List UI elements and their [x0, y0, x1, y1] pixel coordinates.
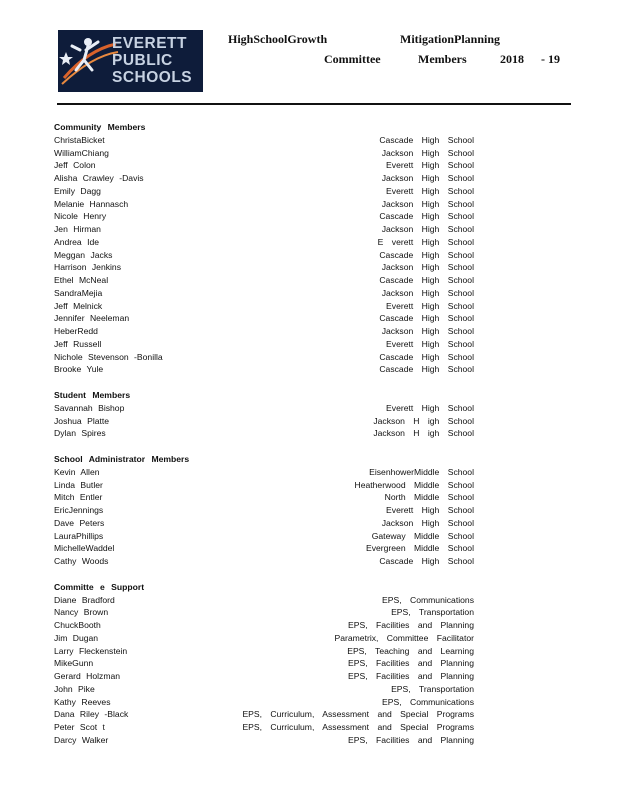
member-row [54, 619, 474, 632]
member-row [54, 517, 474, 530]
member-affiliation: EisenhowerMiddle School [369, 466, 474, 477]
member-affiliation: Jackson High School [381, 173, 474, 183]
member-row [54, 606, 474, 619]
member-affiliation: Cascade High School [379, 351, 474, 362]
member-row [54, 300, 474, 313]
section-heading: School Administrator Members [54, 454, 190, 464]
member-row [54, 185, 474, 198]
member-name: Jim Dugan [54, 632, 99, 643]
member-row [54, 198, 474, 211]
member-row [54, 363, 474, 376]
member-name: Brooke Yule [54, 364, 104, 375]
member-name: LauraPhillips [54, 530, 104, 541]
member-affiliation: Jackson High School [381, 326, 474, 336]
member-name: Mitch Entler [54, 492, 103, 503]
roster-section [54, 121, 474, 376]
section-heading: Committe e Support [54, 581, 145, 592]
member-row [54, 415, 474, 428]
member-row [54, 708, 474, 721]
member-name: Alisha Crawley -Davis [54, 173, 144, 183]
member-name: Harrison Jenkins [54, 262, 121, 273]
member-name: Joshua Platte [54, 415, 110, 426]
member-name: Kathy Reeves [54, 696, 111, 707]
member-row [54, 338, 474, 351]
member-affiliation: Cascade High School [379, 556, 474, 566]
member-name: Diane Bradford [54, 594, 115, 605]
member-affiliation: Jackson H igh School [373, 428, 474, 439]
roster-section [54, 581, 474, 747]
member-affiliation: E verett High School [377, 236, 474, 247]
member-affiliation: Jackson High School [381, 287, 474, 298]
member-affiliation: EPS, Facilities and Planning [348, 734, 474, 745]
member-name: HeberRedd [54, 326, 98, 336]
member-affiliation: Cascade High School [379, 364, 474, 375]
member-name: Linda Butler [54, 479, 103, 490]
member-name: Emily Dagg [54, 185, 101, 196]
member-row [54, 210, 474, 223]
member-row [54, 351, 474, 364]
member-row [54, 172, 474, 185]
member-name: ChristaBicket [54, 134, 105, 145]
member-affiliation: Everett High School [386, 160, 474, 171]
member-name: Larry Fleckenstein [54, 645, 128, 656]
member-affiliation: EPS, Facilities and Planning [348, 658, 474, 669]
title-part-3: Committee [324, 52, 381, 66]
member-affiliation: EPS, Facilities and Planning [348, 620, 474, 630]
everett-public-schools-logo [58, 30, 203, 92]
member-row [54, 670, 474, 683]
member-row [54, 504, 474, 517]
member-name: Ethel McNeal [54, 275, 109, 285]
member-row [54, 657, 474, 670]
title-part-2: MitigationPlanning [400, 32, 501, 46]
member-name: Jen Hirman [54, 224, 101, 234]
title-part-4: Members [418, 52, 467, 66]
member-affiliation: Everett High School [386, 338, 474, 349]
title-year-suffix: - 19 [541, 52, 560, 66]
section-heading: Student Members [54, 390, 131, 400]
title-part-1: HighSchoolGrowth [228, 32, 328, 46]
member-affiliation: Everett High School [386, 402, 474, 413]
member-row [54, 555, 474, 568]
member-name: Peter Scot t [54, 722, 105, 732]
member-name: Cathy Woods [54, 556, 109, 566]
logo-line-3: SCHOOLS [112, 69, 193, 86]
member-name: Jennifer Neeleman [54, 313, 130, 324]
member-row [54, 683, 474, 696]
header-divider [57, 103, 571, 105]
member-row [54, 491, 474, 504]
member-affiliation: Jackson High School [381, 262, 474, 273]
member-name: Nancy Brown [54, 607, 109, 618]
member-row [54, 159, 474, 172]
member-row [54, 402, 474, 415]
member-name: Meggan Jacks [54, 249, 113, 260]
member-affiliation: Cascade High School [379, 249, 474, 260]
roster-section [54, 389, 474, 440]
member-affiliation: EPS, Communications [382, 696, 474, 707]
member-row [54, 427, 474, 440]
member-name: EricJennings [54, 505, 104, 515]
member-affiliation: Jackson High School [381, 147, 474, 158]
member-name: Melanie Hannasch [54, 198, 129, 209]
member-affiliation: EPS, Teaching and Learning [347, 645, 474, 656]
member-name: WilliamChiang [54, 147, 109, 158]
member-affiliation: EPS, Curriculum, Assessment and Special Programs [242, 709, 474, 720]
member-name: Jeff Melnick [54, 300, 103, 311]
roster-section [54, 453, 474, 568]
member-row [54, 721, 474, 734]
title-year: 2018 [500, 52, 524, 66]
member-name: Kevin Allen [54, 466, 100, 477]
member-affiliation: Jackson High School [381, 198, 474, 209]
member-affiliation: Heatherwood Middle School [354, 479, 474, 490]
section-heading: Community Members [54, 122, 146, 132]
member-name: John Pike [54, 683, 95, 694]
member-row [54, 261, 474, 274]
member-affiliation: Parametrix, Committee Facilitator [334, 632, 474, 643]
member-row [54, 734, 474, 747]
logo-line-1: EVERETT [112, 35, 187, 52]
member-affiliation: North Middle School [384, 492, 474, 503]
member-row [54, 223, 474, 236]
member-row [54, 249, 474, 262]
member-affiliation: Cascade High School [379, 275, 474, 285]
member-name: Nicole Henry [54, 211, 107, 222]
member-affiliation: Jackson H igh School [373, 415, 474, 426]
member-row [54, 645, 474, 658]
member-name: Dana Riley -Black [54, 709, 129, 720]
member-row [54, 134, 474, 147]
member-affiliation: Everett High School [386, 300, 474, 311]
member-affiliation: Gateway Middle School [371, 530, 474, 541]
member-affiliation: Jackson High School [381, 517, 474, 528]
member-row [54, 147, 474, 160]
member-name: Darcy Walker [54, 734, 109, 745]
member-affiliation: EPS, Curriculum, Assessment and Special Programs [242, 722, 474, 732]
member-name: Jeff Colon [54, 160, 96, 171]
member-name: Savannah Bishop [54, 402, 125, 413]
member-affiliation: Everett High School [386, 185, 474, 196]
member-row [54, 466, 474, 479]
member-affiliation: Cascade High School [379, 313, 474, 324]
member-row [54, 530, 474, 543]
member-affiliation: Everett High School [386, 505, 474, 515]
member-name: Dylan Spires [54, 428, 106, 439]
member-name: MikeGunn [54, 658, 94, 669]
member-name: Nichole Stevenson -Bonilla [54, 351, 163, 362]
member-roster [54, 121, 474, 760]
member-affiliation: Cascade High School [379, 211, 474, 222]
member-row [54, 236, 474, 249]
member-affiliation: Jackson High School [381, 224, 474, 234]
member-row [54, 696, 474, 709]
logo-line-2: PUBLIC [112, 52, 173, 69]
member-name: Andrea Ide [54, 236, 100, 247]
member-name: MichelleWaddel [54, 543, 115, 554]
member-row [54, 312, 474, 325]
member-name: Dave Peters [54, 517, 105, 528]
member-name: SandraMejia [54, 287, 103, 298]
member-affiliation: Evergreen Middle School [365, 543, 474, 554]
member-row [54, 594, 474, 607]
member-affiliation: Cascade High School [379, 134, 474, 145]
member-name: ChuckBooth [54, 620, 101, 630]
member-affiliation: EPS, Transportation [391, 607, 474, 618]
member-affiliation: EPS, Facilities and Planning [348, 671, 474, 681]
member-row [54, 274, 474, 287]
member-affiliation: EPS, Transportation [391, 683, 474, 694]
member-row [54, 287, 474, 300]
member-row [54, 542, 474, 555]
member-name: Gerard Holzman [54, 671, 121, 681]
member-row [54, 632, 474, 645]
member-row [54, 479, 474, 492]
member-name: Jeff Russell [54, 338, 102, 349]
member-affiliation: EPS, Communications [382, 594, 474, 605]
member-row [54, 325, 474, 338]
